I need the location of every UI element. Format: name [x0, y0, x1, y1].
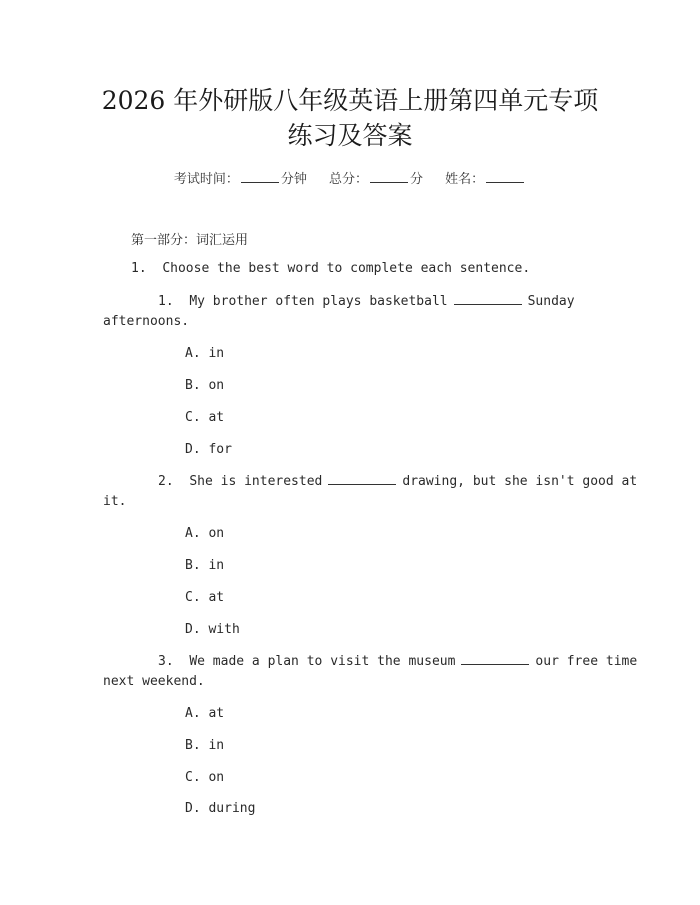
- option-item: D. for: [185, 442, 232, 457]
- option-item: A. at: [185, 706, 225, 721]
- instruction-text: Choose the best word to complete each sentence.: [162, 261, 531, 276]
- student-name: [445, 168, 526, 187]
- document-title-line1: 2026 年外研版八年级英语上册第四单元专项: [101, 86, 599, 115]
- student-name-label: 姓名：: [445, 172, 485, 187]
- option-item: D. during: [185, 801, 256, 816]
- answer-blank: [454, 292, 522, 305]
- question-text-before: We made a plan to visit the museum: [189, 654, 456, 669]
- question-3-line: [158, 652, 637, 671]
- question-3-continuation: next weekend.: [103, 674, 205, 689]
- option-item: C. at: [185, 590, 225, 605]
- student-name-blank: [486, 170, 524, 183]
- document-title-line2: 练习及答案: [287, 121, 413, 150]
- instruction-number: 1.: [131, 261, 147, 276]
- question-text-after: Sunday: [527, 294, 575, 309]
- question-number: 1.: [158, 294, 174, 309]
- question-number: 2.: [158, 474, 174, 489]
- instruction: [131, 260, 530, 278]
- total-score-blank: [370, 170, 408, 183]
- option-item: B. in: [185, 558, 225, 573]
- option-item: B. in: [185, 738, 225, 753]
- answer-blank: [328, 472, 396, 485]
- question-text-after: our free time: [535, 654, 638, 669]
- question-number: 3.: [158, 654, 174, 669]
- total-score: [329, 168, 423, 187]
- total-score-label: 总分：: [328, 172, 368, 187]
- option-item: A. on: [185, 526, 225, 541]
- question-text-after: drawing, but she isn't good at: [402, 474, 638, 489]
- question-2-line: [158, 472, 637, 491]
- option-item: C. on: [185, 770, 225, 785]
- option-item: A. in: [185, 346, 225, 361]
- question-1-line: [158, 292, 575, 311]
- answer-blank: [461, 652, 529, 665]
- option-item: D. with: [185, 622, 240, 637]
- exam-info: [0, 168, 700, 187]
- question-text-before: She is interested: [189, 474, 323, 489]
- question-text-before: My brother often plays basketball: [189, 294, 448, 309]
- option-item: C. at: [185, 410, 225, 425]
- question-1-continuation: afternoons.: [103, 314, 190, 329]
- exam-time: [174, 168, 307, 187]
- option-item: B. on: [185, 378, 225, 393]
- exam-time-blank: [241, 170, 279, 183]
- exam-time-unit: 分钟: [280, 172, 307, 187]
- exam-time-label: 考试时间：: [173, 172, 239, 187]
- section-title: 第一部分：词汇运用: [131, 233, 249, 248]
- question-2-continuation: it.: [103, 494, 127, 509]
- total-score-unit: 分: [410, 172, 424, 187]
